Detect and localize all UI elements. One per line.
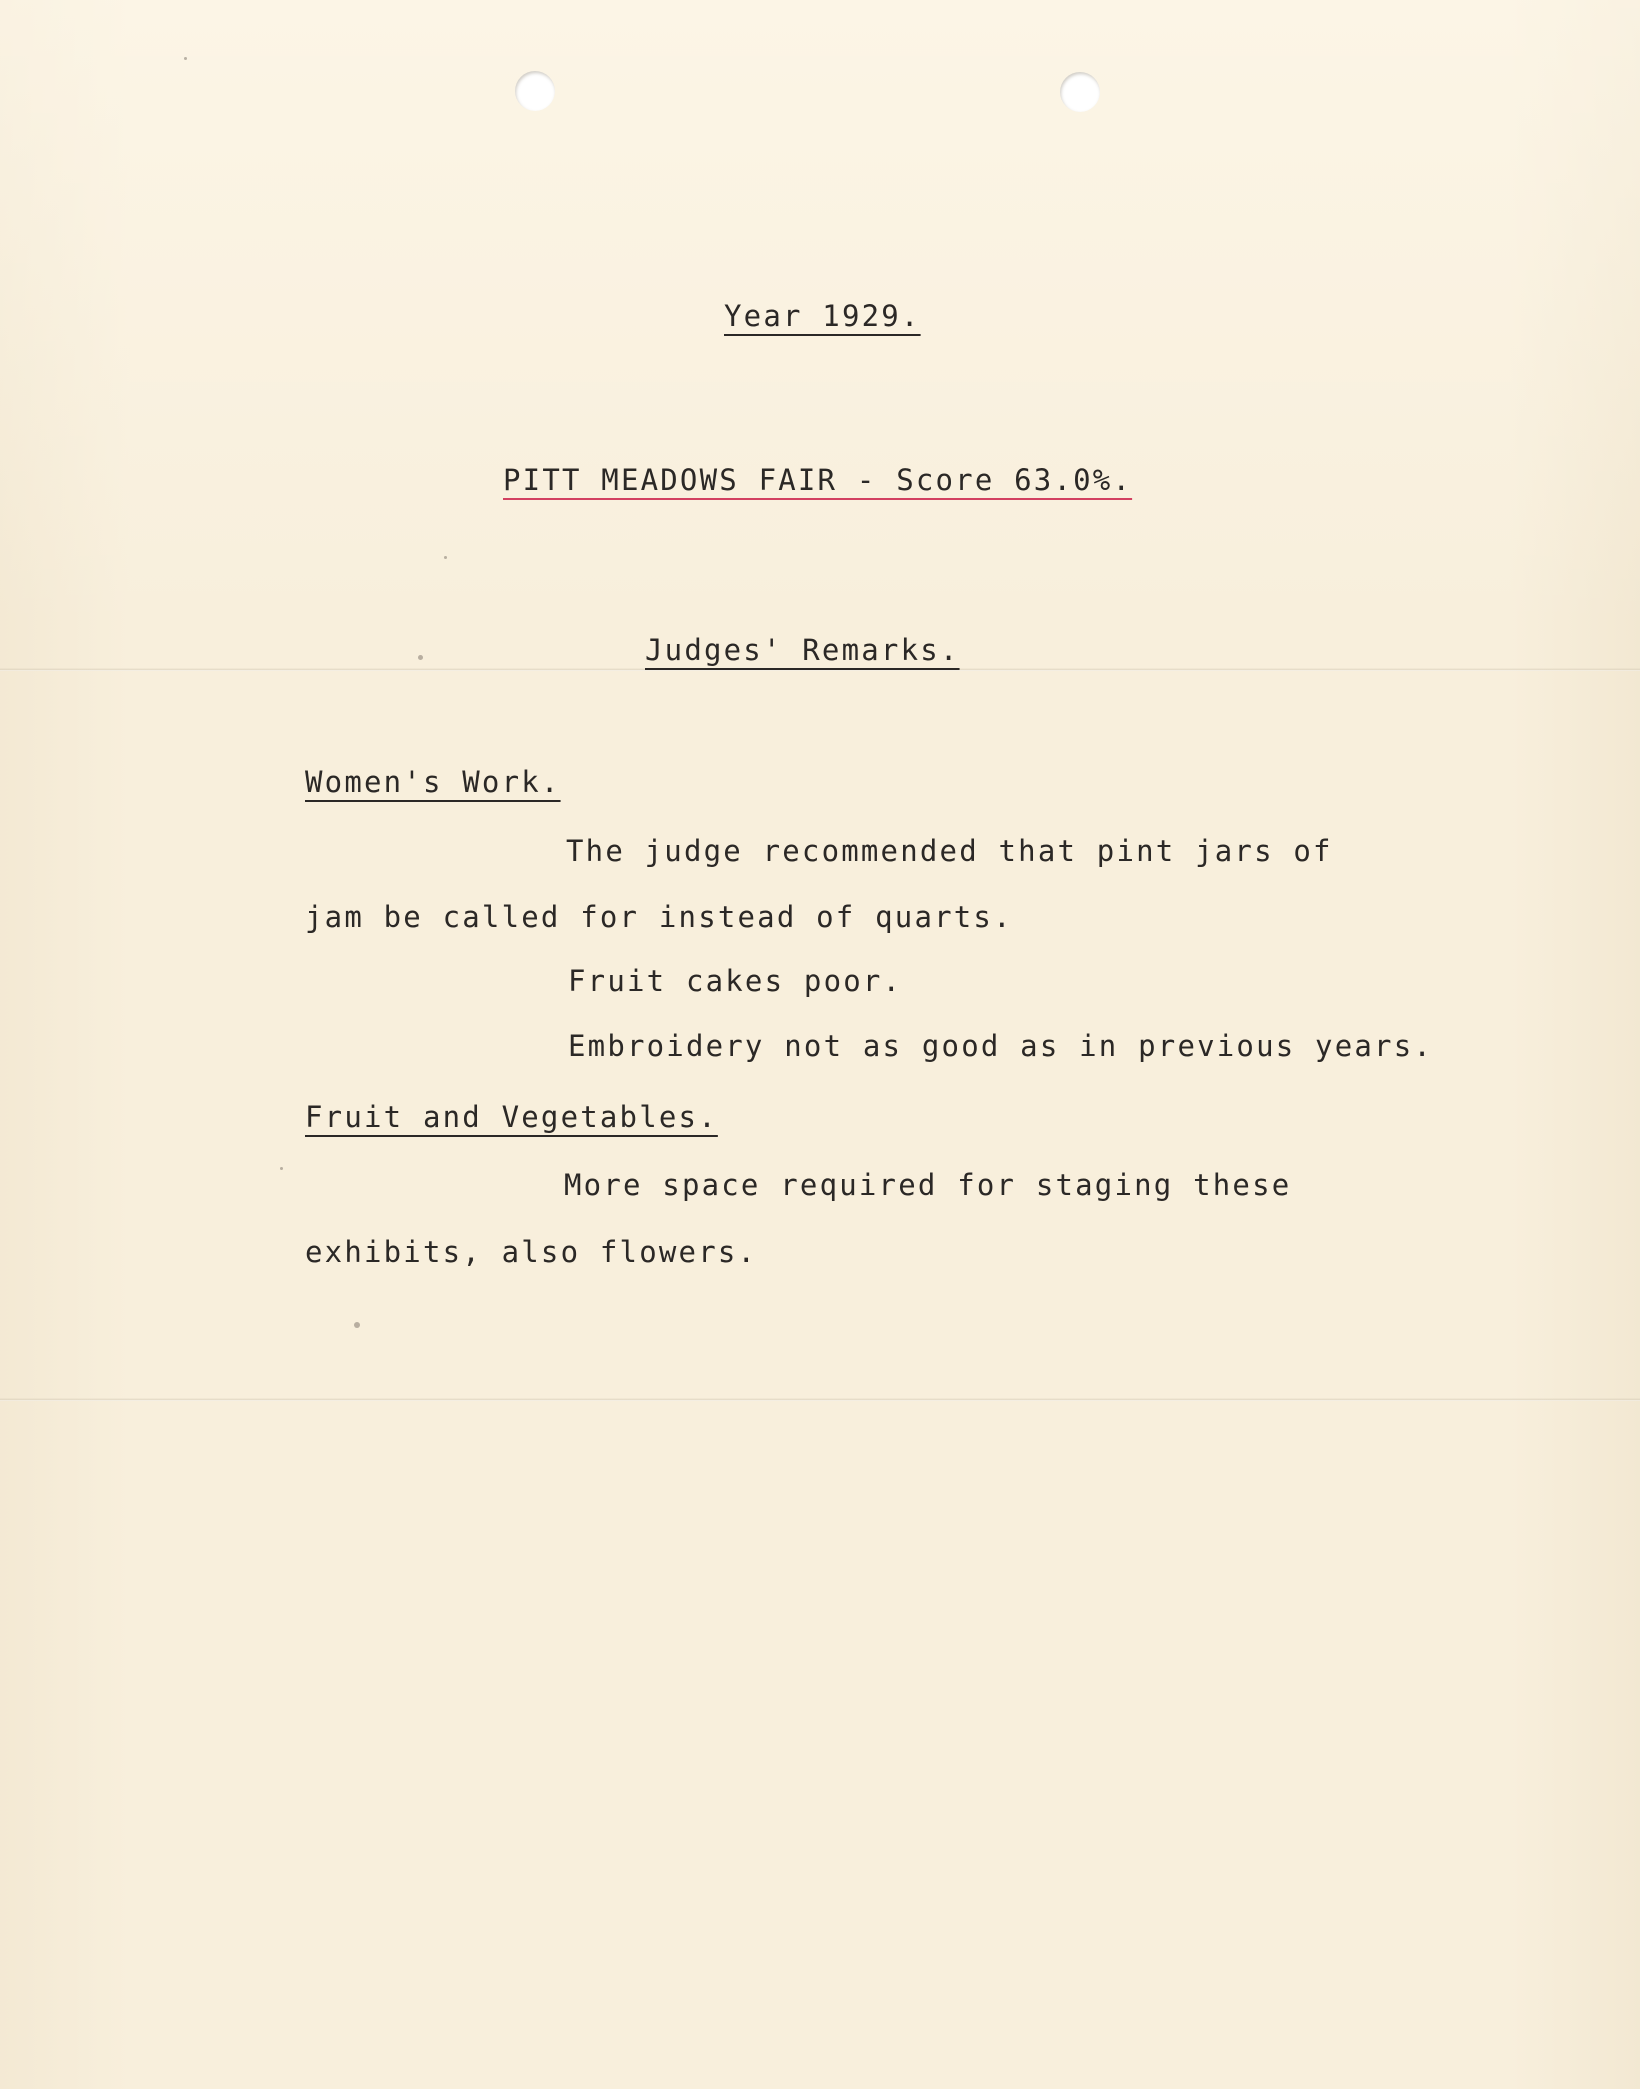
paper-speck <box>418 655 423 660</box>
punch-hole <box>515 71 555 111</box>
fold-crease <box>0 1398 1640 1401</box>
paper-speck <box>354 1322 360 1328</box>
section-heading-fruit-vegetables: Fruit and Vegetables. <box>305 1100 718 1134</box>
body-line: More space required for staging these <box>564 1168 1292 1202</box>
punch-hole <box>1060 72 1100 112</box>
fair-title: PITT MEADOWS FAIR - Score 63.0%. <box>503 463 1133 497</box>
remarks-heading: Judges' Remarks. <box>645 633 960 667</box>
paper-speck <box>184 57 187 60</box>
paper-speck <box>444 556 447 559</box>
body-line: jam be called for instead of quarts. <box>305 900 1013 934</box>
body-line: Fruit cakes poor. <box>568 964 903 998</box>
fold-crease <box>0 668 1640 671</box>
body-line: Embroidery not as good as in previous years. <box>568 1029 1434 1063</box>
year-heading: Year 1929. <box>724 299 921 333</box>
paper-speck <box>280 1167 283 1170</box>
body-line: exhibits, also flowers. <box>305 1235 758 1269</box>
body-line: The judge recommended that pint jars of <box>566 834 1333 868</box>
section-heading-womens-work: Women's Work. <box>305 765 561 799</box>
